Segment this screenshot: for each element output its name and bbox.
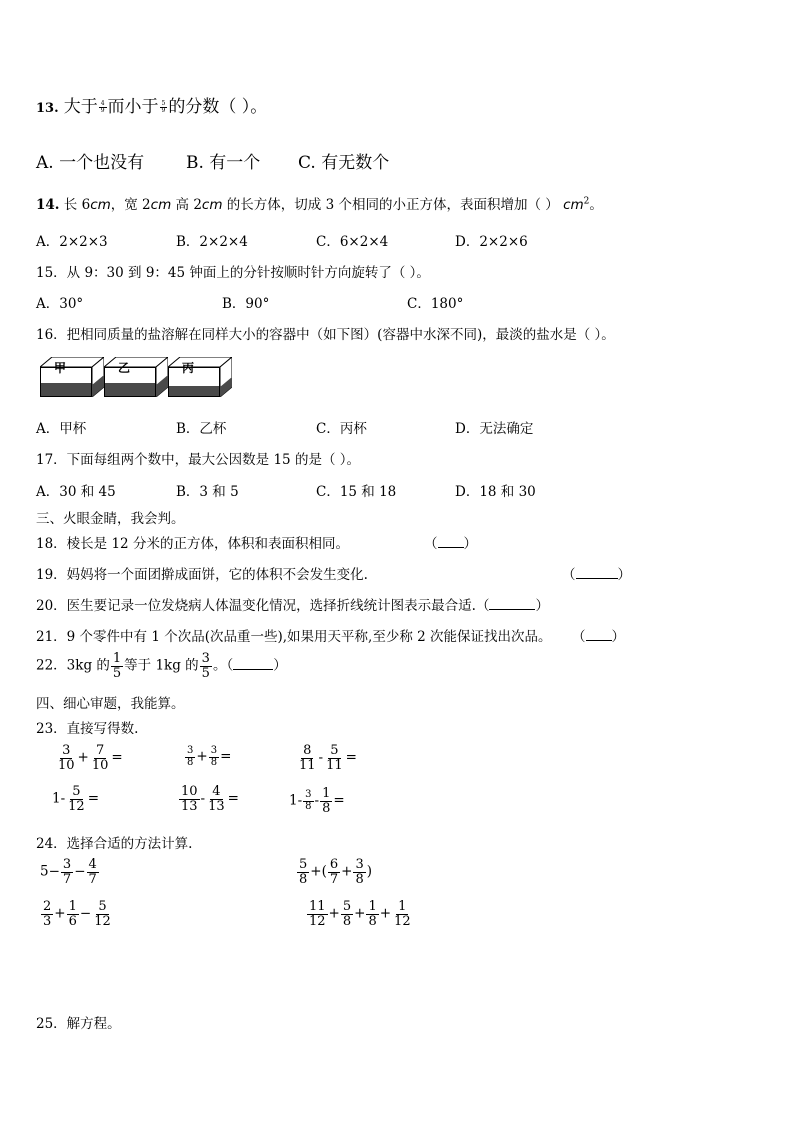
q16-option-a: A．甲杯 [36, 421, 87, 437]
q19-answer-blank[interactable]: （ ） [562, 567, 631, 583]
q13-text-b: 而小于 [107, 97, 159, 117]
q14-option-b: B．2×2×4 [176, 234, 248, 250]
q23-expr-1: $\frac{3}{10}$ + $\frac{7}{10}$ = [58, 743, 123, 773]
q24-expr-3: $\frac{2}{3}$ + $\frac{1}{6}$ − $\frac{5}{12}$ [43, 899, 111, 929]
q13-option-b: B. 有一个 [186, 153, 261, 173]
cup-label-bing: 丙 [182, 361, 195, 375]
q13-text-c: 的分数（ ）。 [168, 97, 268, 117]
q23-expr-4: 1- $\frac{5}{12}$ = [52, 784, 100, 814]
q17-option-a: A．30 和 45 [36, 484, 116, 500]
q13-line [36, 92, 267, 117]
q24-title: 24．选择合适的方法计算. [36, 836, 193, 852]
q15-option-a: A．30° [36, 296, 84, 312]
q20-answer-blank[interactable] [489, 609, 535, 610]
q16-option-d: D．无法确定 [455, 421, 534, 437]
q23-title: 23．直接写得数. [36, 721, 139, 737]
q17-option-d: D．18 和 30 [455, 484, 536, 500]
q18-answer-blank[interactable]: （ ） [424, 536, 477, 552]
q16-question: 16．把相同质量的盐溶解在同样大小的容器中（如下图）(容器中水深不同)，最淡的盐水是（ ）。 [36, 327, 615, 343]
q17-option-b: B．3 和 5 [176, 484, 239, 500]
q22-fraction-1: $\frac{1}{5}$ [112, 651, 122, 681]
q15-option-c: C．180° [407, 296, 464, 312]
q24-expr-1: 5− $\frac{3}{7}$ − $\frac{4}{7}$ [40, 857, 97, 887]
q13-fraction-1: $\frac{4}{9}$ [100, 99, 105, 114]
q14-option-a: A．2×2×3 [36, 234, 108, 250]
water-yi [105, 383, 155, 396]
q21-answer-blank[interactable]: （ ） [572, 629, 625, 645]
q23-expr-2: $\frac{3}{8}$ + $\frac{3}{8}$ = [187, 745, 232, 768]
q23-expr-5: $\frac{10}{13}$ - $\frac{4}{13}$ = [181, 784, 239, 814]
q20-statement: 20．医生要记录一位发烧病人体温变化情况，选择折线统计图表示最合适.（ ） [36, 598, 549, 614]
q17-question: 17．下面每组两个数中，最大公因数是 15 的是（ ）。 [36, 452, 360, 468]
q23-expr-3: $\frac{8}{11}$ - $\frac{5}{11}$ = [299, 743, 357, 773]
q22-statement: 22．3kg 的 $\frac{1}{5}$ 等于 1kg 的 $\frac{3}{5}$ 。（ ） [36, 651, 287, 681]
water-bing [169, 386, 219, 396]
q14-option-c: C．6×2×4 [316, 234, 389, 250]
q19-statement: 19．妈妈将一个面团擀成面饼，它的体积不会发生变化. [36, 567, 368, 583]
q15-question: 15．从 9：30 到 9：45 钟面上的分针按顺时针方向旋转了（ ）。 [36, 265, 430, 281]
q14-number: 14. [36, 197, 60, 213]
q13-fraction-2: $\frac{5}{9}$ [161, 99, 166, 114]
cup-bing [168, 357, 232, 399]
q24-expr-4: $\frac{11}{12}$ + $\frac{5}{8}$ + $\frac{1}{8}$ + $\frac{1}{12}$ [309, 899, 411, 929]
section-3-heading: 三、火眼金睛，我会判。 [36, 511, 185, 527]
q13-option-a: A. 一个也没有 [36, 153, 145, 173]
water-jia [41, 383, 91, 396]
q18-statement: 18．棱长是 12 分米的正方体，体积和表面积相同。 [36, 536, 349, 552]
q13-option-c: C. 有无数个 [298, 153, 390, 173]
q14-option-d: D．2×2×6 [455, 234, 528, 250]
cup-label-yi: 乙 [118, 361, 131, 375]
q21-statement: 21．9 个零件中有 1 个次品(次品重一些),如果用天平称,至少称 2 次能保证找出次品。 [36, 629, 552, 645]
q23-expr-6: 1- $\frac{3}{8}$ - $\frac{1}{8}$ = [289, 786, 345, 816]
q24-expr-2: $\frac{5}{8}$ +( $\frac{6}{7}$ + $\frac{3}{8}$ ) [299, 857, 373, 887]
q25-title: 25．解方程。 [36, 1016, 121, 1032]
q22-fraction-2: $\frac{3}{5}$ [201, 651, 210, 681]
q16-option-b: B．乙杯 [176, 421, 227, 437]
q14-question: 14. 长 6cm，宽 2cm 高 2cm 的长方体，切成 3 个相同的小正方体，表面积增加（ ） $cm^2$。 [36, 196, 603, 213]
section-4-heading: 四、细心审题，我能算。 [36, 696, 185, 712]
cup-label-jia: 甲 [54, 361, 67, 375]
q13-number: 13. [36, 101, 59, 116]
cup-yi [104, 357, 168, 399]
q17-option-c: C．15 和 18 [316, 484, 397, 500]
q15-option-b: B．90° [222, 296, 270, 312]
q13-text-a: 大于 [63, 97, 98, 117]
q22-answer-blank[interactable] [233, 669, 273, 670]
cup-jia [40, 357, 104, 399]
q16-option-c: C．丙杯 [316, 421, 367, 437]
